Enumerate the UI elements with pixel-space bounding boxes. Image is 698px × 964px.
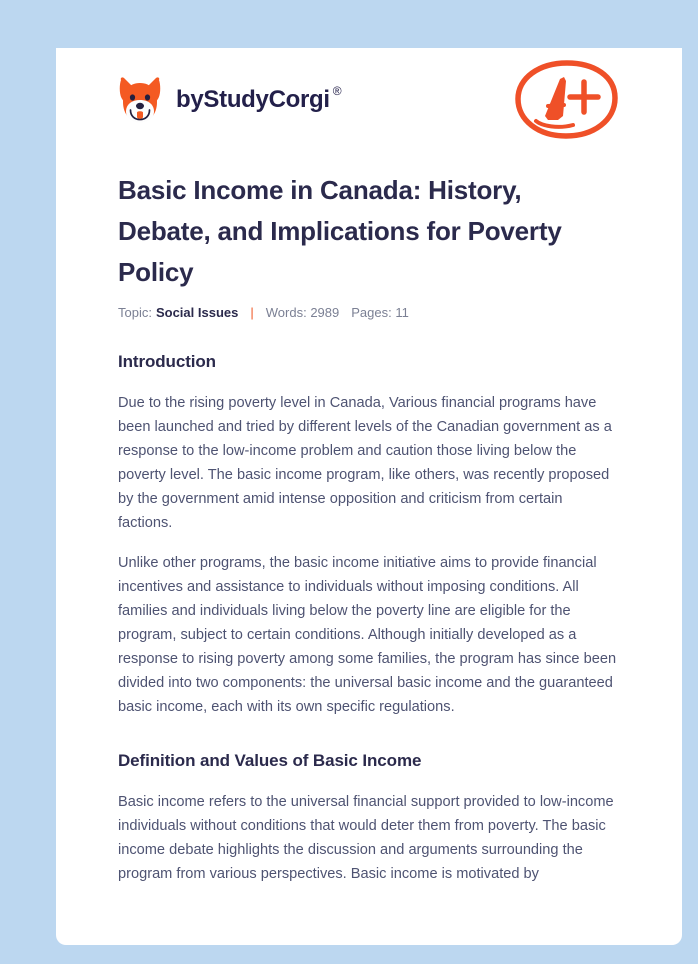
brand-prefix: by (176, 86, 204, 113)
brand-logo[interactable] (118, 76, 341, 124)
topic-label: Topic: (118, 305, 152, 320)
pages-count (351, 305, 409, 320)
section-heading-introduction: Introduction (118, 352, 216, 371)
topic-value[interactable]: Social Issues (155, 305, 239, 320)
words-label: Words: (265, 305, 307, 320)
document-page (56, 48, 682, 945)
brand-name (176, 86, 341, 114)
document-header (118, 48, 620, 152)
meta-separator: | (250, 305, 254, 320)
page-title: Basic Income in Canada: History, Debate, and Implications for Poverty Policy (118, 175, 562, 287)
document-meta (118, 305, 620, 320)
paragraph: Unlike other programs, the basic income initiative aims to provide financial incentives and assistance to individuals without imposing conditions. All families and individuals living below the poverty line are eligible for the program, subject to certain conditions. Although initially developed as a response to rising poverty among some families, the program has since been divided into two components: the universal basic income and the guaranteed basic income, each with its own specific regulations. (118, 555, 617, 715)
pages-value: 11 (395, 305, 409, 320)
a-plus-badge-icon (514, 58, 620, 142)
document-content (56, 48, 682, 886)
words-count (266, 305, 339, 320)
pages-label: Pages: (351, 305, 392, 320)
words-value: 2989 (310, 305, 340, 320)
corgi-logo-icon (118, 76, 162, 124)
paragraph: Due to the rising poverty level in Canada, Various financial programs have been launched and tried by different levels of the Canadian government as a response to the low-income problem and caution those living below the poverty level. The basic income program, like others, was recently proposed by the government amid intense opposition and criticism from certain factions. (118, 395, 612, 531)
section-heading-definition-and-values: Definition and Values of Basic Income (118, 751, 422, 770)
brand-title: StudyCorgi (203, 86, 330, 113)
paragraph: Basic income refers to the universal financial support provided to low-income individuals without conditions that would deter them from poverty. The basic income debate highlights the discussion and arguments surrounding the program from various perspectives. Basic income is motivated by (118, 794, 614, 882)
registered-trademark-icon: ® (332, 84, 342, 98)
